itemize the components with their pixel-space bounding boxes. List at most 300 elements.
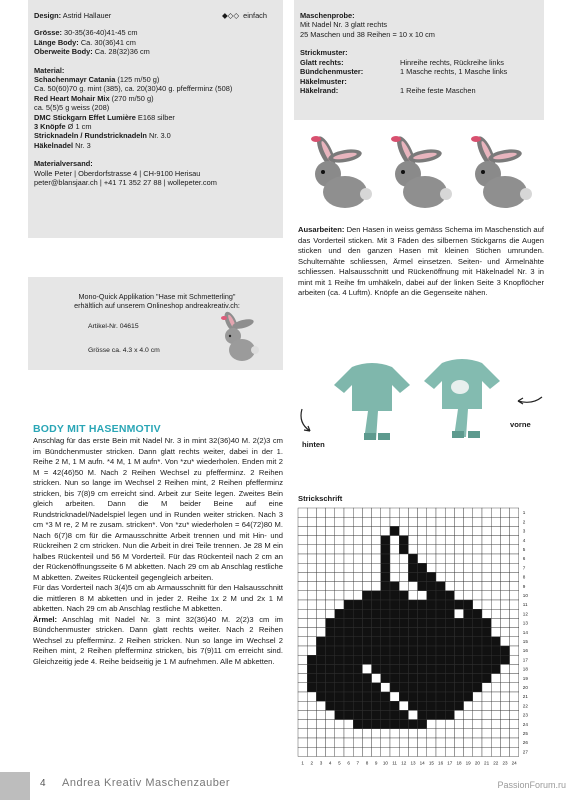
chart-cell-empty [298,600,307,609]
chart-cell-empty [326,582,335,591]
chart-cell-empty [326,508,335,517]
chart-cell-empty [390,545,399,554]
chart-cell-empty [390,738,399,747]
chart-cell-filled [454,628,463,637]
chart-cell-filled [464,618,473,627]
chart-cell-empty [418,545,427,554]
chart-cell-empty [454,572,463,581]
chart-cell-empty [418,747,427,756]
chart-cell-filled [362,720,371,729]
chart-cell-filled [362,591,371,600]
chart-cell-empty [390,572,399,581]
chart-cell-empty [500,747,509,756]
difficulty [222,11,279,20]
chart-cell-filled [427,582,436,591]
chart-cell-empty [491,526,500,535]
chart-cell-empty [454,554,463,563]
chart-cell-filled [464,637,473,646]
chart-cell-filled [335,646,344,655]
chart-cell-filled [390,664,399,673]
body-heading: BODY MIT HASENMOTIV [33,423,161,435]
chart-cell-filled [418,710,427,719]
chart-cell-empty [418,508,427,517]
chart-cell-filled [473,664,482,673]
chart-cell-filled [316,683,325,692]
chart-cell-filled [307,655,316,664]
chart-row-label: 8 [522,574,526,580]
chart-cell-empty [491,554,500,563]
chart-cell-empty [510,517,519,526]
chart-cell-empty [298,720,307,729]
chart-cell-filled [362,618,371,627]
chart-cell-empty [353,526,362,535]
chart-cell-filled [372,655,381,664]
chart-cell-empty [298,591,307,600]
chart-cell-empty [473,738,482,747]
chart-cell-filled [436,692,445,701]
chart-cell-empty [335,738,344,747]
chart-cell-filled [390,600,399,609]
chart-row-label: 20 [522,685,528,690]
chart-cell-filled [445,683,454,692]
chart-cell-empty [445,517,454,526]
chart-cell-empty [307,692,316,701]
body-paragraph-2: Für das Vorderteil nach 3(4)5 cm ab Armausschnitt für den Halsausschnitt die mittleren 8 M abketten und in jeder 2. Reihe 1x 2 M und 2x 1 M abketten. Nach 29 cm ab Anschlag restliche M abketten. [33,583,283,613]
chart-cell-empty [510,572,519,581]
chart-cell-filled [399,683,408,692]
chart-cell-filled [372,692,381,701]
chart-cell-filled [408,674,417,683]
chart-cell-filled [408,692,417,701]
chart-cell-filled [344,609,353,618]
chart-col-label: 8 [365,760,369,766]
chart-cell-empty [298,683,307,692]
chart-cell-empty [500,674,509,683]
chart-cell-filled [473,628,482,637]
chart-cell-empty [344,720,353,729]
chart-cell-filled [464,655,473,664]
chart-cell-empty [362,563,371,572]
chart-cell-empty [372,554,381,563]
chart-cell-empty [482,508,491,517]
chart-cell-empty [390,729,399,738]
chart-cell-empty [500,554,509,563]
chart-cell-empty [326,600,335,609]
chart-cell-empty [482,729,491,738]
chart-cell-empty [445,545,454,554]
chart-cell-filled [436,683,445,692]
chart-cell-filled [335,618,344,627]
chart-cell-empty [298,554,307,563]
strickschrift-chart [296,506,552,766]
chart-cell-empty [408,582,417,591]
size-row [34,47,279,56]
body-paragraph-3 [33,615,283,668]
chart-cell-filled [381,618,390,627]
chart-cell-empty [482,738,491,747]
chart-row-label: 19 [522,675,528,681]
chart-cell-filled [362,646,371,655]
chart-cell-filled [307,664,316,673]
chart-cell-empty [344,554,353,563]
chart-cell-empty [307,720,316,729]
aermel-text: Anschlag mit Nadel Nr. 3 mint 32(36)40 M. 2(2)3 cm im Bündchenmuster stricken. Dann glatt rechts weiter. Nach 2 Reihen Wechsel zu pfefferminz. 2 Reihen stricken. Nun so lange im Wechsel 2 Reihen mint, 2 Reihen pfefferminz stricken, bis 7(9)11 cm erreicht sind. Gleichzeitig jede 4. Reihe beidseitig je 1 M aufnehmen. Alle M abketten. [33,614,283,666]
chart-cell-empty [500,692,509,701]
chart-cell-empty [500,572,509,581]
chart-cell-filled [408,655,417,664]
chart-cell-empty [316,517,325,526]
chart-cell-filled [390,591,399,600]
chart-cell-empty [399,572,408,581]
chart-cell-empty [298,674,307,683]
chart-row-label: 24 [522,721,528,727]
chart-cell-empty [344,545,353,554]
chart-col-label: 12 [401,760,407,766]
chart-cell-filled [335,683,344,692]
chart-cell-empty [464,582,473,591]
chart-cell-filled [399,609,408,618]
chart-cell-filled [307,674,316,683]
strickmuster-row [300,67,540,77]
chart-cell-empty [500,628,509,637]
chart-col-label: 4 [328,760,332,766]
chart-cell-filled [418,720,427,729]
chart-cell-filled [408,664,417,673]
chart-col-label: 17 [447,760,453,766]
chart-cell-empty [353,572,362,581]
chart-cell-filled [427,701,436,710]
chart-cell-filled [464,692,473,701]
ausarbeiten-text: Den Hasen in weiss gemäss Schema im Maschenstich auf das Vorderteil sticken. Mit 3 Fäden des silbernen Stickgarns die Augen sticken und den ganzen Hasen mit kleinen Stichen umrunden. Schulternähte schliessen, Ärmel einsetzen. Seiten- und Ärmelnähte schliessen. Halsausschnitt und Rückenöffnung mit Häkelnadel Nr. 3 in mint mit 1 Reihe fm umhäkeln, dabei auf der linken Seite 3 Knopflöcher arbeiten (ca. 4 Luftm). Knöpfe an die Gegenseite nähen. [298,225,544,297]
chart-cell-empty [307,572,316,581]
chart-cell-empty [307,508,316,517]
chart-cell-empty [491,618,500,627]
chart-cell-filled [381,545,390,554]
chart-cell-filled [390,683,399,692]
chart-cell-filled [464,628,473,637]
chart-cell-filled [335,655,344,664]
chart-cell-empty [473,701,482,710]
chart-row-label: 26 [522,740,528,746]
strickmuster-value: 1 Reihe feste Maschen [400,86,476,96]
chart-cell-empty [473,692,482,701]
chart-cell-filled [381,536,390,545]
chart-cell-empty [427,563,436,572]
chart-cell-empty [316,536,325,545]
chart-cell-filled [454,664,463,673]
chart-cell-filled [436,655,445,664]
chart-cell-empty [326,572,335,581]
chart-cell-empty [510,536,519,545]
chart-col-label: 19 [465,760,471,766]
chart-cell-filled [362,683,371,692]
chart-cell-filled [362,637,371,646]
chart-cell-empty [454,591,463,600]
chart-cell-filled [491,655,500,664]
chart-cell-empty [473,526,482,535]
footer-strip [0,772,30,800]
material-heading: Material: [34,65,65,75]
chart-cell-empty [491,674,500,683]
chart-cell-empty [372,508,381,517]
chart-cell-empty [298,664,307,673]
chart-cell-empty [464,517,473,526]
chart-cell-empty [491,582,500,591]
chart-cell-filled [399,692,408,701]
chart-cell-empty [372,738,381,747]
chart-cell-empty [510,637,519,646]
chart-cell-empty [316,609,325,618]
strickmuster-label: Häkelrand: [300,86,339,96]
chart-row-label: 16 [522,648,528,654]
chart-cell-empty [491,692,500,701]
chart-cell-empty [316,563,325,572]
chart-cell-empty [510,600,519,609]
chart-cell-filled [473,637,482,646]
chart-cell-filled [399,618,408,627]
chart-cell-empty [362,517,371,526]
chart-cell-filled [418,572,427,581]
chart-col-label: 22 [493,760,499,766]
chart-cell-filled [381,554,390,563]
strickmuster-heading: Strickmuster: [300,48,348,58]
chart-cell-empty [399,582,408,591]
chart-cell-filled [436,628,445,637]
chart-cell-filled [408,683,417,692]
chart-cell-empty [482,536,491,545]
chart-cell-empty [408,536,417,545]
chart-cell-filled [381,563,390,572]
chart-cell-filled [399,655,408,664]
chart-cell-empty [482,517,491,526]
material-line [34,122,279,131]
body-paragraph-1: Anschlag für das erste Bein mit Nadel Nr. 3 in mint 32(36)40 M. 2(2)3 cm im Bündchenmuster stricken. Dann glatt rechts weiter, dabei in der 1. Reihe 2 M, 1 M aufn. *4 M, 1 M aufn*. Von *zu* wiederholen. Enden mit 2 M = 42(46)50 M. Nach 2 Reihen Wechsel zu pfefferminz. 2 Reihen stricken. Nun so lange im Wechsel 2 Reihen mint, 2 Reihen pfefferminz stricken, bis 7(8)9 cm erreicht sind. Arbeit zur Seite legen. Zweites Bein gleich arbeiten. Dann die M beider Beine auf eine Rundstricknadel/Nadelspiel legen und in Runden weiter stricken. Nach 3 cm *3 M re, 2 M re zusam. stricken*. Von *zu* wiederholen = 64(72)80 M. Nach 6(7)8 cm für die Armausschnitte Arbeit trennen und mit Hin- und Rückreihen 2 cm stricken. Nun die Arbeit in drei Teile trennen. Je 28 M ein halbes Rückenteil und 56 M Vorderteil. Für das Rückenteil nach 2 cm an der Rückenöffnungsseite 6 M abketten. Nach 29 cm ab Anschlag restliche M abketten. Zweites Rückenteil gegengleich arbeiten. [33,436,283,582]
material-name: 3 Knöpfe [34,122,66,132]
material-line [34,113,279,122]
chart-cell-filled [326,674,335,683]
chart-cell-filled [372,701,381,710]
chart-cell-empty [353,582,362,591]
chart-cell-filled [473,646,482,655]
chart-cell-empty [399,554,408,563]
chart-cell-empty [454,526,463,535]
chart-cell-empty [307,582,316,591]
chart-col-label: 13 [410,760,416,766]
chart-cell-empty [500,701,509,710]
chart-cell-empty [362,729,371,738]
chart-row-label: 15 [522,639,528,644]
vorne-arrow-icon [518,397,542,402]
chart-cell-filled [482,655,491,664]
chart-cell-empty [307,591,316,600]
chart-cell-empty [316,572,325,581]
chart-cell-filled [316,646,325,655]
chart-cell-empty [326,710,335,719]
chart-cell-empty [500,563,509,572]
chart-cell-empty [482,563,491,572]
chart-cell-empty [399,563,408,572]
chart-cell-empty [445,729,454,738]
chart-cell-filled [381,720,390,729]
chart-cell-empty [353,517,362,526]
chart-cell-filled [353,692,362,701]
chart-cell-empty [381,747,390,756]
strickmuster-label: Häkelmuster: [300,76,347,86]
chart-cell-filled [436,609,445,618]
chart-cell-empty [491,710,500,719]
size-value: Ca. 30(36)41 cm [80,37,136,47]
chart-cell-filled [464,664,473,673]
chart-cell-empty [473,572,482,581]
chart-cell-filled [436,674,445,683]
chart-cell-filled [372,646,381,655]
chart-cell-empty [464,536,473,545]
chart-cell-empty [427,720,436,729]
chart-cell-empty [362,545,371,554]
chart-cell-filled [418,701,427,710]
chart-cell-empty [326,729,335,738]
chart-cell-filled [464,674,473,683]
chart-cell-empty [316,710,325,719]
chart-cell-empty [510,628,519,637]
chart-cell-empty [307,628,316,637]
chart-row-label: 21 [522,694,528,700]
chart-cell-empty [445,526,454,535]
chart-cell-empty [482,710,491,719]
chart-cell-empty [298,545,307,554]
chart-cell-filled [464,600,473,609]
chart-cell-empty [326,563,335,572]
chart-cell-filled [482,664,491,673]
chart-cell-empty [335,508,344,517]
chart-cell-filled [344,628,353,637]
chart-col-label: 10 [382,760,388,766]
chart-cell-filled [408,628,417,637]
chart-cell-empty [316,600,325,609]
chart-cell-empty [381,526,390,535]
chart-cell-filled [445,618,454,627]
chart-cell-empty [500,637,509,646]
chart-cell-empty [482,572,491,581]
material-detail: Ca. 50(60)70 g. mint (385), ca. 20(30)40 g. pfefferminz (508) [34,84,233,94]
chart-cell-empty [473,563,482,572]
chart-cell-filled [390,637,399,646]
chart-cell-filled [381,655,390,664]
chart-cell-filled [408,637,417,646]
chart-cell-filled [454,683,463,692]
applikation-title: Mono-Quick Applikation "Hase mit Schmetterling" [78,292,236,301]
chart-cell-filled [381,609,390,618]
chart-cell-empty [445,720,454,729]
chart-cell-filled [408,609,417,618]
chart-cell-empty [344,563,353,572]
material-detail: Nr. 3 [73,140,91,150]
chart-cell-empty [445,738,454,747]
chart-cell-empty [473,517,482,526]
chart-cell-empty [353,738,362,747]
chart-cell-empty [473,600,482,609]
chart-cell-empty [418,729,427,738]
chart-cell-filled [353,637,362,646]
chart-cell-empty [344,729,353,738]
chart-cell-empty [335,554,344,563]
chart-cell-empty [307,536,316,545]
chart-cell-empty [372,563,381,572]
chart-cell-empty [473,747,482,756]
chart-cell-empty [298,572,307,581]
chart-cell-filled [399,674,408,683]
chart-col-label: 23 [502,760,508,766]
chart-cell-filled [344,692,353,701]
chart-cell-filled [362,655,371,664]
chart-cell-filled [454,600,463,609]
chart-cell-empty [510,674,519,683]
chart-cell-empty [464,738,473,747]
chart-cell-empty [307,646,316,655]
versand-address: Wolle Peter | Oberdorfstrasse 4 | CH-9100 Herisau [34,168,201,178]
chart-cell-empty [335,563,344,572]
chart-cell-empty [510,508,519,517]
material-detail: (270 m/50 g) [109,93,154,103]
applikation-shop: erhältlich auf unserem Onlineshop andreakreativ.ch: [74,301,240,311]
chart-cell-empty [445,572,454,581]
chart-cell-filled [316,664,325,673]
chart-cell-empty [454,609,463,618]
material-name: Red Heart Mohair Mix [34,93,110,103]
chart-cell-filled [418,628,427,637]
chart-cell-empty [298,618,307,627]
chart-col-label: 9 [374,760,378,766]
chart-cell-empty [510,545,519,554]
chart-cell-empty [298,508,307,517]
chart-cell-empty [335,720,344,729]
chart-cell-empty [372,572,381,581]
chart-cell-empty [335,526,344,535]
chart-cell-empty [491,701,500,710]
chart-cell-empty [316,508,325,517]
chart-cell-filled [372,683,381,692]
chart-cell-filled [399,600,408,609]
body-instructions [33,436,283,667]
chart-cell-empty [316,618,325,627]
chart-col-label: 1 [301,760,304,766]
chart-cell-empty [353,563,362,572]
chart-cell-filled [436,600,445,609]
chart-cell-filled [408,554,417,563]
chart-cell-empty [408,526,417,535]
chart-cell-empty [436,536,445,545]
chart-cell-filled [427,655,436,664]
chart-cell-empty [464,701,473,710]
chart-cell-filled [353,628,362,637]
chart-cell-filled [335,701,344,710]
chart-cell-filled [445,628,454,637]
chart-cell-empty [399,738,408,747]
chart-cell-empty [298,536,307,545]
chart-cell-empty [427,729,436,738]
chart-cell-empty [418,517,427,526]
chart-cell-empty [427,508,436,517]
chart-cell-empty [408,710,417,719]
chart-cell-empty [454,747,463,756]
chart-row-label: 14 [522,629,528,635]
chart-cell-filled [436,710,445,719]
chart-cell-filled [473,674,482,683]
chart-cell-empty [491,628,500,637]
chart-cell-empty [510,664,519,673]
chart-cell-filled [482,628,491,637]
chart-cell-empty [390,747,399,756]
